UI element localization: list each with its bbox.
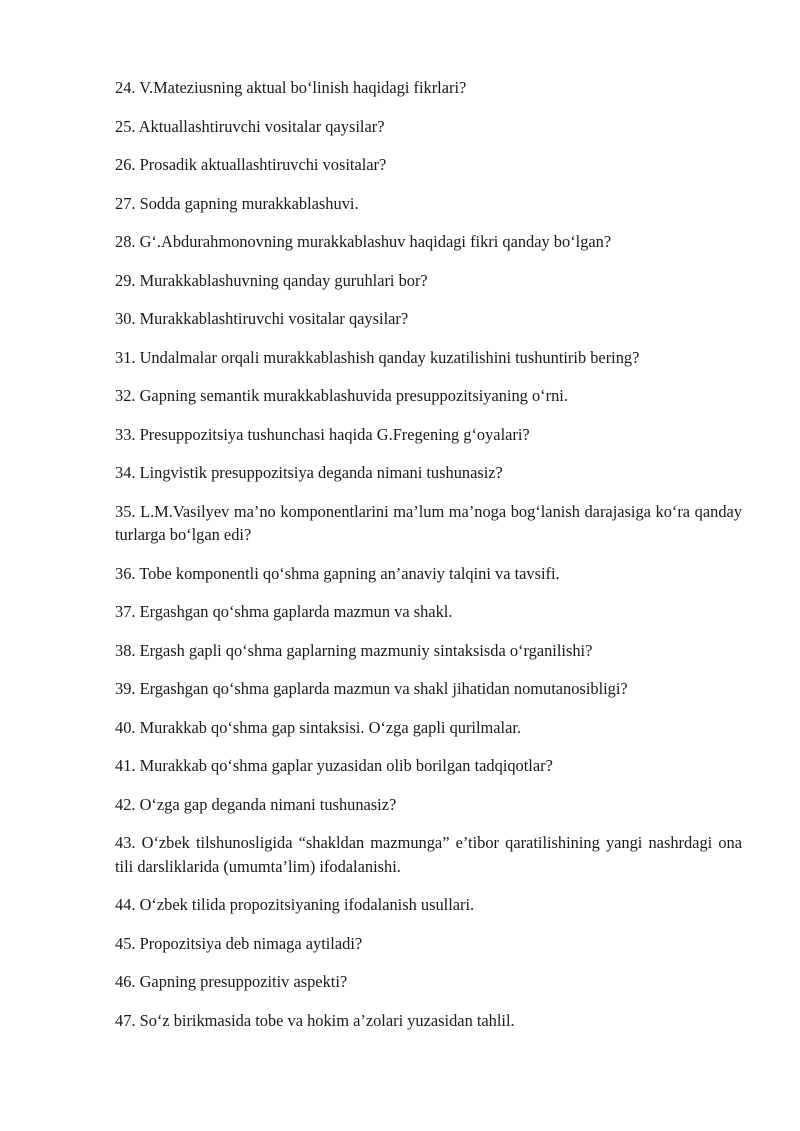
question-item: 36. Tobe komponentli qo‘shma gapning an’anaviy talqini va tavsifi. xyxy=(115,563,560,583)
question-item: 45. Propozitsiya deb nimaga aytiladi? xyxy=(115,933,363,953)
question-item: 42. O‘zga gap deganda nimani tushunasiz? xyxy=(115,794,397,814)
question-item: 31. Undalmalar orqali murakkablashish qanday kuzatilishini tushuntirib bering? xyxy=(115,347,640,367)
question-item: 44. O‘zbek tilida propozitsiyaning ifodalanish usullari. xyxy=(115,895,475,914)
question-item: 47. So‘z birikmasida tobe va hokim a’zolari yuzasidan tahlil. xyxy=(115,1010,515,1030)
question-item: 25. Aktuallashtiruvchi vositalar qaysilar? xyxy=(115,116,385,136)
question-item: 41. Murakkab qo‘shma gaplar yuzasidan olib borilgan tadqiqotlar? xyxy=(115,756,553,775)
question-item: 39. Ergashgan qo‘shma gaplarda mazmun va shakl jihatidan nomutanosibligi? xyxy=(115,679,628,698)
question-item: 46. Gapning presuppozitiv aspekti? xyxy=(115,972,348,991)
question-item: 30. Murakkablashtiruvchi vositalar qaysilar? xyxy=(115,309,409,328)
question-item: 32. Gapning semantik murakkablashuvida presuppozitsiyaning o‘rni. xyxy=(115,386,568,405)
question-item: 24. V.Mateziusning aktual bo‘linish haqidagi fikrlari? xyxy=(115,78,467,97)
question-item: 37. Ergashgan qo‘shma gaplarda mazmun va shakl. xyxy=(115,602,453,621)
question-item: 34. Lingvistik presuppozitsiya deganda nimani tushunasiz? xyxy=(115,463,503,482)
question-item: 33. Presuppozitsiya tushunchasi haqida G.Fregening g‘oyalari? xyxy=(115,424,530,444)
question-item: 29. Murakkablashuvning qanday guruhlari bor? xyxy=(115,270,428,290)
question-item: 40. Murakkab qo‘shma gap sintaksisi. O‘zga gapli qurilmalar. xyxy=(115,717,522,737)
question-item: 28. G‘.Abdurahmonovning murakkablashuv haqidagi fikri qanday bo‘lgan? xyxy=(115,232,612,251)
question-item: 43. O‘zbek tilshunosligida “shakldan mazmunga” e’tibor qaratilishining yangi nashrdagi ona tili darsliklarida (umumta’lim) ifodalanishi. xyxy=(115,833,742,876)
question-item: 38. Ergash gapli qo‘shma gaplarning mazmuniy sintaksisda o‘rganilishi? xyxy=(115,640,593,660)
question-item: 27. Sodda gapning murakkablashuvi. xyxy=(115,193,359,213)
question-item: 26. Prosadik aktuallashtiruvchi vositalar? xyxy=(115,155,387,174)
question-list xyxy=(115,76,742,1047)
question-item: 35. L.M.Vasilyev ma’no komponentlarini ma’lum ma’noga bog‘lanish darajasiga ko‘ra qanday turlarga bo‘lgan edi? xyxy=(115,501,742,544)
